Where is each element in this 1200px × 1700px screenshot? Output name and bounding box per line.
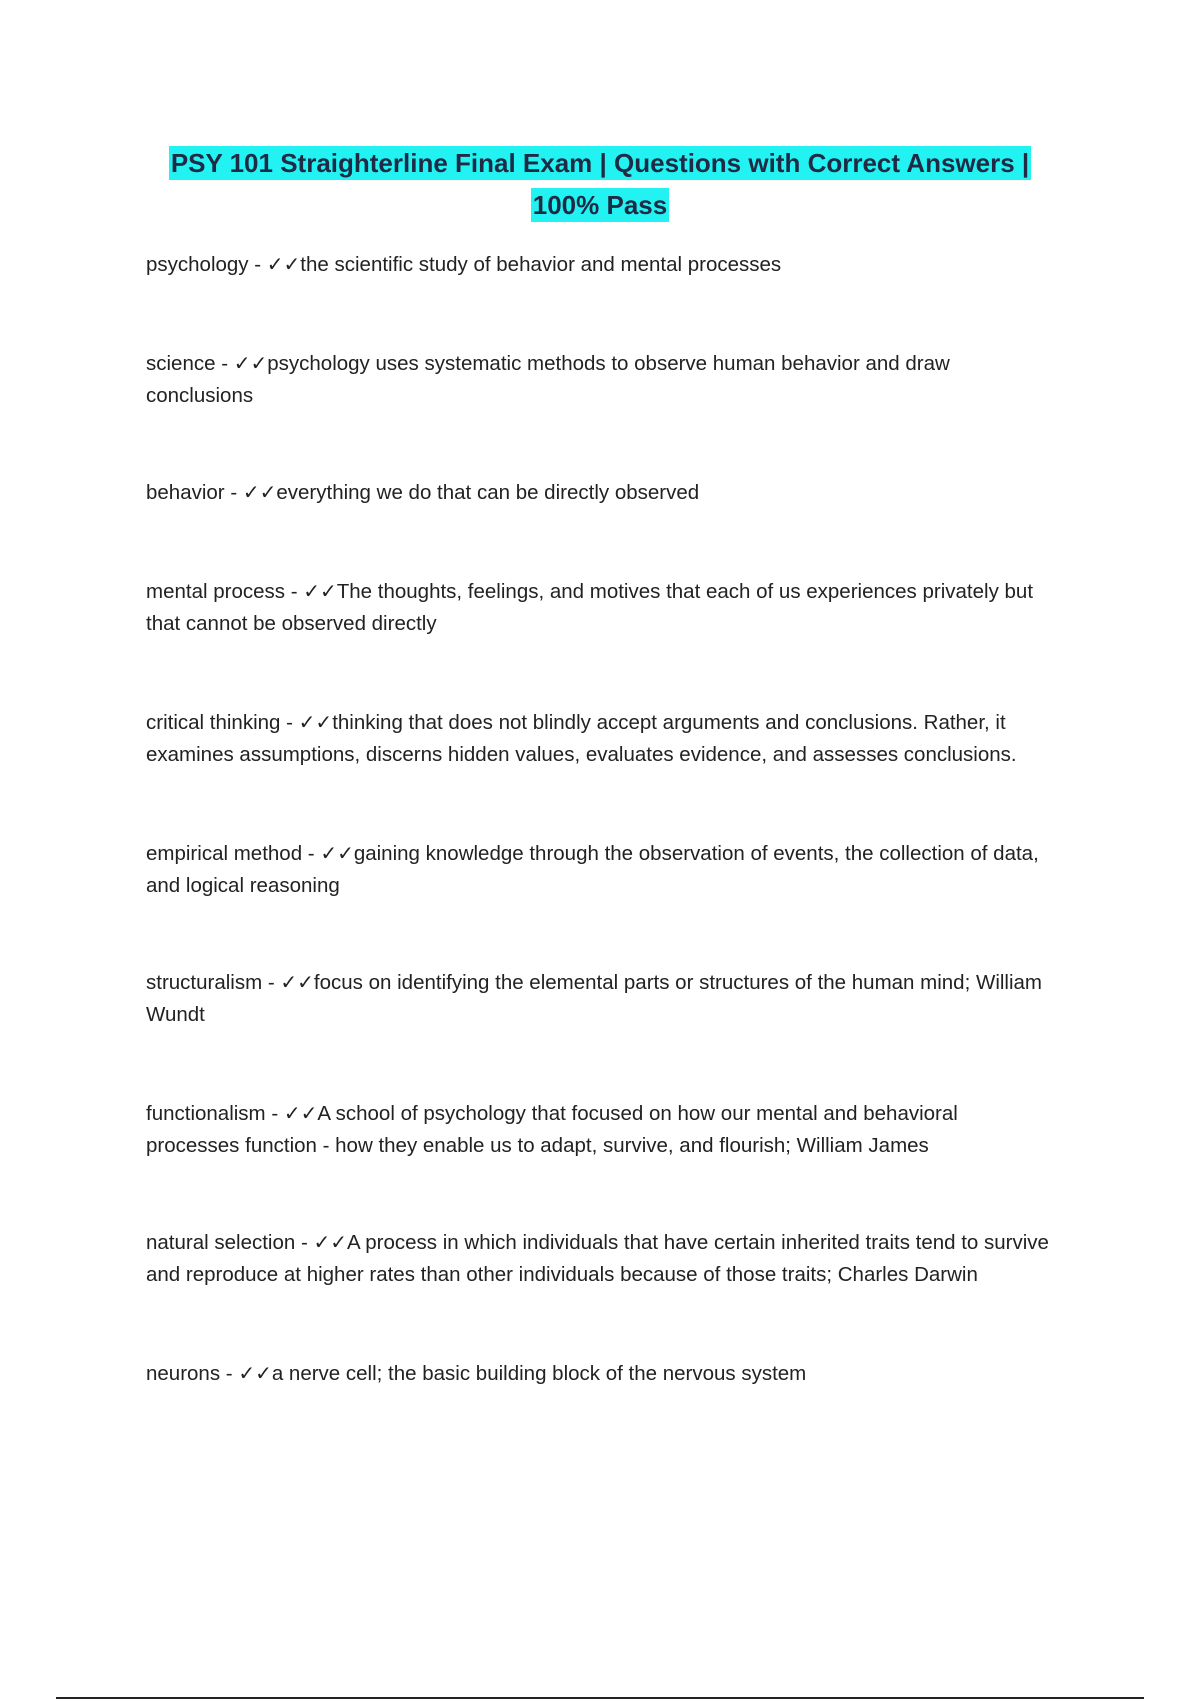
entry-separator: - [224,481,243,504]
flashcard-entry [146,575,1056,640]
page-bottom-rule [56,1697,1144,1699]
flashcard-entry [146,347,1056,412]
entry-separator: - [295,1231,314,1254]
entry-term: psychology [146,253,249,276]
title-highlight: PSY 101 Straighterline Final Exam | Questions with Correct Answers | 100% Pass [170,148,1030,220]
check-mark-icon: ✓✓ [298,710,333,734]
flashcard-list [146,248,1056,1390]
flashcard-entry [146,1357,1056,1390]
entry-term: structuralism [146,971,263,994]
entry-separator: - [215,352,234,375]
entry-definition: gaining knowledge through the observation of events, the collection of data, and logical reasoning [146,842,1039,897]
flashcard-entry [146,706,1056,771]
entry-separator: - [220,1362,239,1385]
entry-definition: everything we do that can be directly observed [276,481,700,504]
entry-term: empirical method [146,842,303,865]
entry-separator: - [262,971,281,994]
check-mark-icon: ✓✓ [242,480,277,504]
check-mark-icon: ✓✓ [280,970,314,994]
entry-definition: focus on identifying the elemental parts or structures of the human mind; William Wundt [146,971,1043,1026]
flashcard-entry [146,1226,1056,1291]
entry-definition: the scientific study of behavior and mental processes [300,253,782,276]
entry-definition: thinking that does not blindly accept arguments and conclusions. Rather, it examines assumptions, discerns hidden values, evaluates evidence, and assesses conclusions. [146,711,1017,766]
check-mark-icon: ✓✓ [313,1230,348,1254]
entry-definition: A process in which individuals that have certain inherited traits tend to survive and reproduce at higher rates than other individuals because of those traits; Charles Darwin [146,1231,1049,1286]
entry-definition: a nerve cell; the basic building block of the nervous system [271,1362,807,1385]
check-mark-icon: ✓✓ [283,1101,318,1125]
entry-separator: - [302,842,321,865]
flashcard-entry [146,966,1056,1031]
entry-separator: - [280,711,299,734]
check-mark-icon: ✓✓ [233,351,268,375]
check-mark-icon: ✓✓ [238,1361,272,1385]
flashcard-entry [146,1097,1056,1162]
document-title [140,142,1060,226]
entry-term: behavior [146,481,225,504]
entry-term: mental process [146,580,286,603]
check-mark-icon: ✓✓ [320,841,354,865]
flashcard-entry [146,248,1056,281]
entry-term: natural selection [146,1231,296,1254]
entry-definition: psychology uses systematic methods to observe human behavior and draw conclusions [146,352,950,407]
entry-term: critical thinking [146,711,281,734]
check-mark-icon: ✓✓ [266,252,301,276]
entry-term: functionalism [146,1102,266,1125]
entry-term: science [146,352,216,375]
check-mark-icon: ✓✓ [303,579,337,603]
entry-term: neurons [146,1362,221,1385]
entry-definition: The thoughts, feelings, and motives that each of us experiences privately but that cannot be observed directly [146,580,1034,635]
entry-definition: A school of psychology that focused on how our mental and behavioral processes function - how they enable us to adapt, survive, and flourish; William James [146,1102,958,1157]
flashcard-entry [146,837,1056,902]
flashcard-entry [146,476,1056,509]
entry-separator: - [285,580,304,603]
entry-separator: - [248,253,267,276]
entry-separator: - [265,1102,284,1125]
